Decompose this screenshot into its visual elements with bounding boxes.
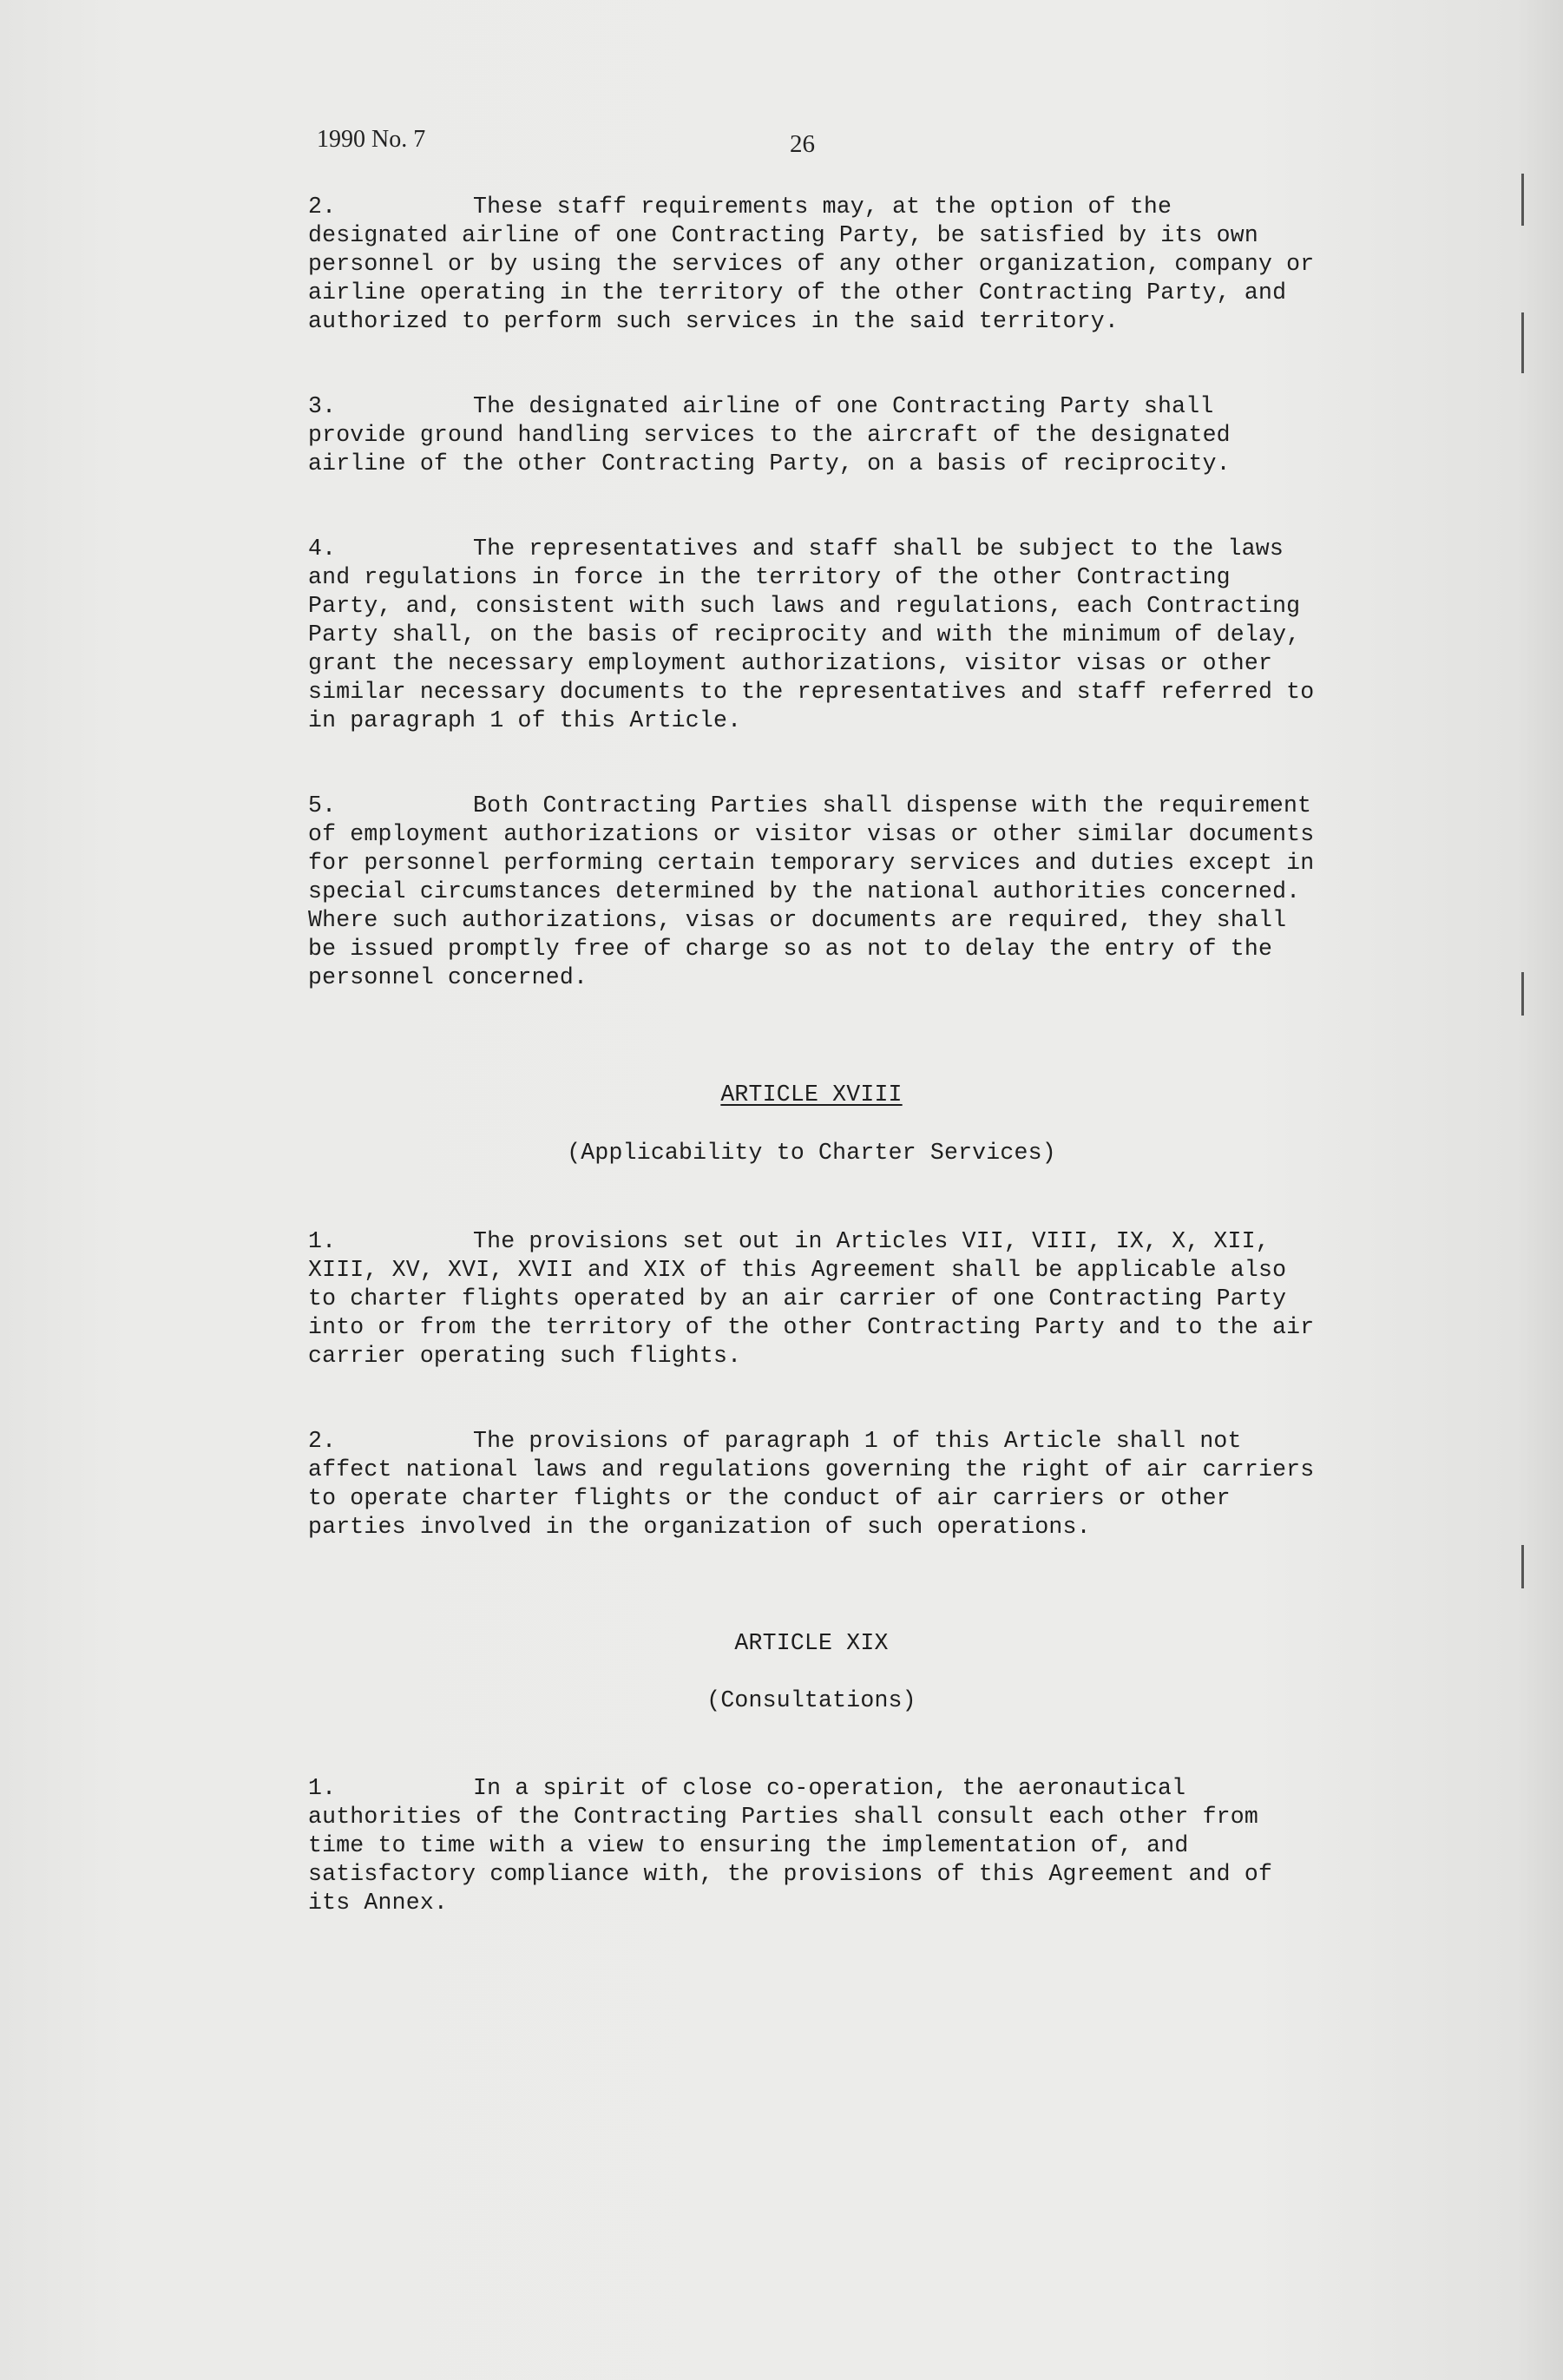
document-reference: 1990 No. 7 (317, 126, 426, 153)
article-18-title: ARTICLE XVIII (720, 1082, 903, 1108)
paragraph-text: The provisions of paragraph 1 of this Article shall not affect national laws and regulations governing the right of air carriers to operate charter flights or the conduct of air carriers or other parties involved in the organization of such operations. (308, 1428, 1315, 1540)
paragraph-number: 4. (308, 536, 337, 562)
page-edge-mark (1521, 174, 1524, 226)
paragraph-text: The representatives and staff shall be subject to the laws and regulations in force in the territory of the other Contracting Party, and, consistent with such laws and regulations, each Contracting Party shall, on the basis of reciprocity and with the minimum of delay, grant the necessary employment authorizations, visitor visas or other similar necessary documents to the representatives and staff referred to in paragraph 1 of this Article. (308, 536, 1315, 733)
paragraph-3 (308, 392, 1315, 478)
page-edge-mark (1521, 972, 1524, 1016)
article-19-paragraph-1 (308, 1774, 1315, 1917)
paragraph-text: These staff requirements may, at the option of the designated airline of one Contracting Party, be satisfied by its own personnel or by using the services of any other organization, company or airline operating in the territory of the other Contracting Party, and authorized to perform such services in the said territory. (308, 194, 1315, 334)
paragraph-number: 1. (308, 1775, 337, 1801)
article-19-subtitle: (Consultations) (706, 1687, 916, 1713)
paragraph-text: The designated airline of one Contracting Party shall provide ground handling services to the aircraft of the designated airline of the other Contracting Party, on a basis of reciprocity. (308, 393, 1231, 477)
article-18-paragraph-1 (308, 1227, 1315, 1371)
article-18-paragraph-2 (308, 1427, 1315, 1542)
paragraph-4 (308, 535, 1315, 735)
article-18-subtitle: (Applicability to Charter Services) (567, 1140, 1056, 1166)
page-number: 26 (790, 130, 815, 158)
paragraph-number: 2. (308, 1428, 337, 1454)
page-edge-mark (1521, 1545, 1524, 1588)
paragraph-number: 5. (308, 792, 337, 819)
page-edge-mark (1521, 312, 1524, 373)
paragraph-number: 2. (308, 194, 337, 220)
bleed-through-texture (312, 998, 1267, 2127)
paragraph-text: In a spirit of close co-operation, the aeronautical authorities of the Contracting Parties shall consult each other from time to time with a view to ensuring the implementation of, and satisfactory compliance with, the provisions of this Agreement and of its Annex. (308, 1775, 1273, 1916)
paragraph-5 (308, 792, 1315, 992)
paragraph-number: 3. (308, 393, 337, 419)
paragraph-text: The provisions set out in Articles VII, VIII, IX, X, XII, XIII, XV, XVI, XVII and XIX of this Agreement shall be applicable also to charter flights operated by an air carrier of one Contracting Party into or from the territory of the other Contracting Party and to the air carrier operating such flights. (308, 1228, 1315, 1369)
paragraph-number: 1. (308, 1228, 337, 1254)
article-19-title: ARTICLE XIX (734, 1630, 889, 1656)
paragraph-2 (308, 193, 1315, 336)
paragraph-text: Both Contracting Parties shall dispense with the requirement of employment authorizations or visitor visas or other similar documents for personnel performing certain temporary services and duties except in special circumstances determined by the national authorities concerned. Where such authorizations, visas or documents are required, they shall be issued promptly free of charge so as not to delay the entry of the personnel concerned. (308, 792, 1315, 990)
